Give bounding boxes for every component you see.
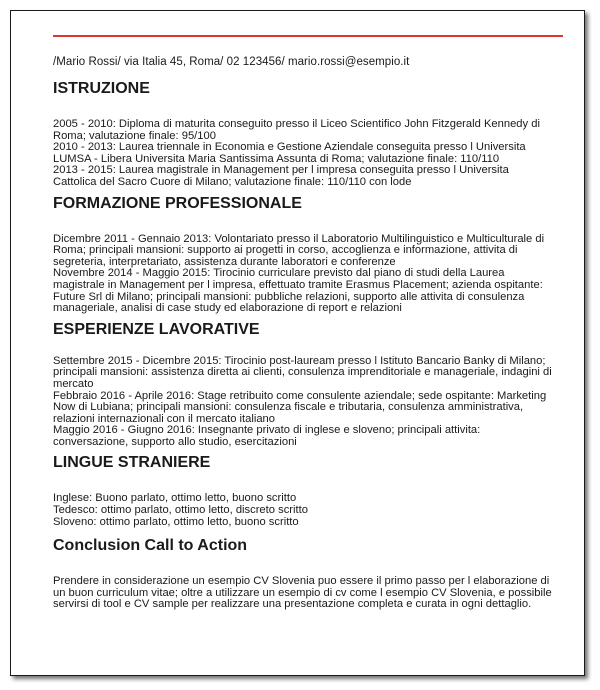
section-formazione: [53, 194, 553, 315]
entry: Sloveno: ottimo parlato, ottimo letto, buono scritto: [53, 515, 299, 528]
section-title-lingue: LINGUE STRANIERE: [53, 454, 211, 472]
entries-esperienze: [53, 356, 553, 449]
entry: 2005 - 2010: Diploma di maturita conseguito presso il Liceo Scientifico John Fitzgerald Kennedy di Roma; valutazione finale: 95/100: [53, 118, 540, 142]
section-title-conclusion: Conclusion Call to Action: [53, 537, 248, 555]
entry: 2010 - 2013: Laurea triennale in Economia e Gestione Aziendale conseguita presso l Universita LUMSA - Libera Universita Maria Santissima Assunta di Roma; valutazione finale: 110/110: [53, 141, 526, 165]
entry: Febbraio 2016 - Aprile 2016: Stage retribuito come consulente aziendale; sede ospitante: Marketing Now di Lubiana; principali mansioni: consulenza fiscale e tributaria, consulenza amministrativa, relazioni internazionali con il mercato italiano: [53, 389, 547, 425]
entry: Prendere in considerazione un esempio CV Slovenia puo essere il primo passo per l elaborazione di un buon curriculum vitae; oltre a utilizzare un esempio di cv come l esempio CV Slovenia, e possibile servirsi di tool e CV sample per realizzare una presentazione completa e curata in ogni dettaglio.: [53, 575, 552, 611]
section-esperienze: [53, 320, 553, 449]
entry: Settembre 2015 - Dicembre 2015: Tirocinio post-lauream presso l Istituto Bancario Banky di Milano; principali mansioni: assistenza diretta ai clienti, consulenza imprenditoriale e manageriale, indagini di mercato: [53, 354, 552, 390]
contact-line: /Mario Rossi/ via Italia 45, Roma/ 02 123456/ mario.rossi@esempio.it: [53, 56, 410, 68]
entry: 2013 - 2015: Laurea magistrale in Management per l impresa conseguita presso l Universita Cattolica del Sacro Cuore di Milano; valutazione finale: 110/110 con lode: [53, 164, 509, 188]
entries-formazione: [53, 234, 553, 315]
cv-page: [10, 10, 585, 676]
section-title-formazione: FORMAZIONE PROFESSIONALE: [53, 194, 302, 212]
entries-conclusion: [53, 576, 553, 611]
entry: Dicembre 2011 - Gennaio 2013: Volontariato presso il Laboratorio Multilinguistico e Multiculturale di Roma; principali mansioni: supporto ai progetti in corso, accoglienza e informazione, attivita di segreteria, interpretariato, assistenza durante laboratori e conferenze: [53, 232, 545, 268]
entries-lingue: [53, 493, 553, 528]
entries-istruzione: [53, 119, 553, 189]
section-title-esperienze: ESPERIENZE LAVORATIVE: [53, 320, 260, 338]
section-istruzione: [53, 79, 553, 189]
section-lingue: [53, 453, 553, 528]
entry: Inglese: Buono parlato, ottimo letto, buono scritto: [53, 492, 297, 505]
section-conclusion: [53, 536, 553, 611]
entry: Maggio 2016 - Giugno 2016: Insegnante privato di inglese e sloveno; principali attivita: conversazione, supporto allo studio, esercitazioni: [53, 424, 481, 448]
header-accent-line: [53, 35, 563, 37]
section-title-istruzione: ISTRUZIONE: [53, 80, 150, 97]
entry: Novembre 2014 - Maggio 2015: Tirocinio curriculare previsto dal piano di studi della Laurea magistrale in Management per l impresa, effettuato tramite Erasmus Placement; azienda ospitante: Future Srl di Milano; principali mansioni: pubbliche relazioni, supporto alle attivita di consulenza manageriale, analisi di case study ed elaborazione di report e relazioni: [53, 267, 543, 315]
cv-content: [53, 71, 553, 611]
entry: Tedesco: ottimo parlato, ottimo letto, discreto scritto: [53, 504, 308, 517]
